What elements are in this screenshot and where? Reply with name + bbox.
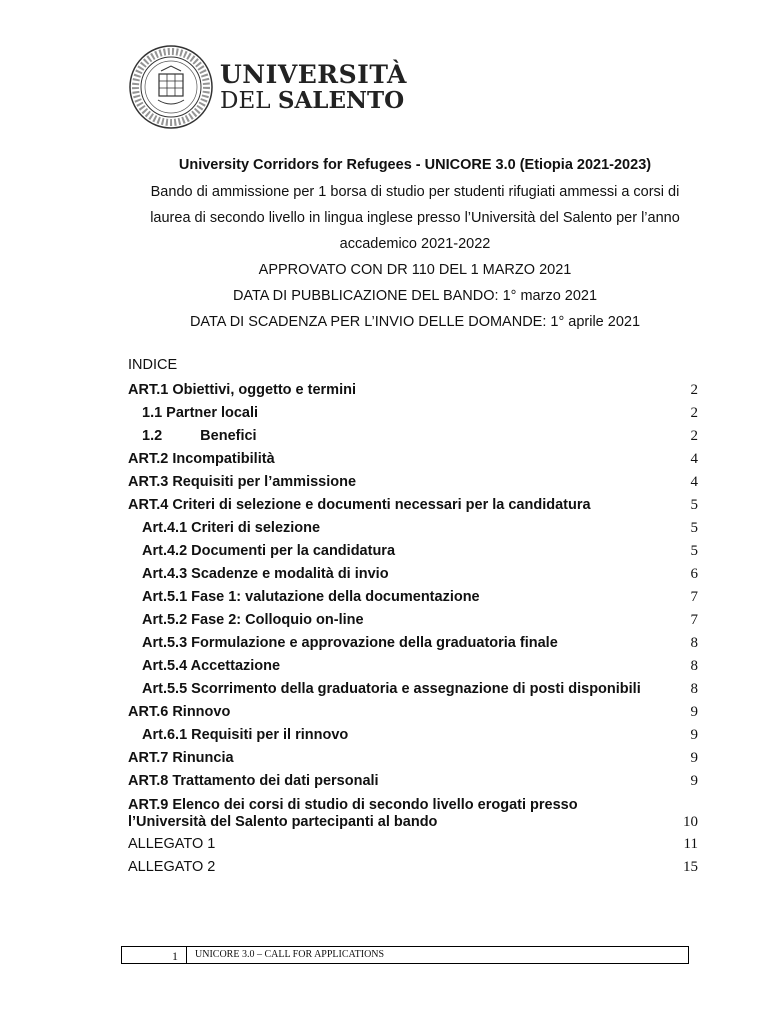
university-seal-icon — [128, 44, 214, 130]
toc-entry-title: Art.6.1 Requisiti per il rinnovo — [142, 727, 349, 743]
toc-entry[interactable] — [128, 563, 698, 586]
toc-entry[interactable] — [128, 586, 698, 609]
toc-entry-page: 4 — [690, 474, 698, 490]
toc-entry[interactable] — [128, 402, 698, 425]
toc-entry-page: 9 — [690, 750, 698, 766]
university-name-line2 — [220, 86, 407, 114]
toc-entry-text: Benefici — [200, 428, 257, 444]
toc-entry[interactable] — [128, 379, 698, 402]
toc-entry-title: ALLEGATO 1 — [128, 836, 216, 852]
toc-entry[interactable] — [128, 425, 698, 448]
toc-entry[interactable] — [128, 632, 698, 655]
toc-entry[interactable] — [128, 701, 698, 724]
toc-entry-page: 5 — [690, 520, 698, 536]
toc-entry-title: Art.5.3 Formulazione e approvazione della graduatoria finale — [142, 635, 558, 651]
toc-entry-page: 2 — [690, 382, 698, 398]
toc-entry-title: Art.4.2 Documenti per la candidatura — [142, 543, 396, 559]
header-line-1: Bando di ammissione per 1 borsa di studio per studenti rifugiati ammessi a corsi di — [150, 184, 680, 200]
toc-entry-page: 8 — [690, 658, 698, 674]
toc-entry-title: ART.2 Incompatibilità — [128, 451, 275, 467]
toc-entry[interactable] — [128, 517, 698, 540]
toc-entry[interactable] — [128, 448, 698, 471]
toc-entry-title: ART.8 Trattamento dei dati personali — [128, 773, 379, 789]
toc-entry-title: Art.4.1 Criteri di selezione — [142, 520, 321, 536]
toc-entry-page: 2 — [690, 428, 698, 444]
toc-entry-title: Art.5.4 Accettazione — [142, 658, 281, 674]
toc-entry[interactable] — [128, 747, 698, 770]
toc-entry-page: 7 — [690, 612, 698, 628]
toc-entry-page: 9 — [690, 727, 698, 743]
toc-entry[interactable] — [128, 655, 698, 678]
toc-entry-title: ALLEGATO 2 — [128, 859, 216, 875]
university-name-del: DEL — [220, 87, 278, 114]
toc-entry-page: 4 — [690, 451, 698, 467]
university-name-line1: UNIVERSITÀ — [220, 59, 407, 89]
toc-entry-page: 7 — [690, 589, 698, 605]
toc-entry-title: ART.6 Rinnovo — [128, 704, 231, 720]
toc-entry-page: 5 — [690, 497, 698, 513]
toc-entry-page: 11 — [683, 836, 698, 852]
toc-entry-title: ART.1 Obiettivi, oggetto e termini — [128, 382, 356, 398]
toc-entry[interactable] — [128, 494, 698, 517]
toc-entry-title: ART.9 Elenco dei corsi di studio di secondo livello erogati presso l’Università del Salento partecipanti al bando — [128, 797, 578, 830]
toc-entry-title: ART.4 Criteri di selezione e documenti necessari per la candidatura — [128, 497, 591, 513]
footer-page-number: 1 — [122, 947, 187, 963]
document-title: University Corridors for Refugees - UNICORE 3.0 (Etiopia 2021-2023) — [178, 157, 652, 173]
toc-entry[interactable] — [128, 833, 698, 856]
toc-entry-title: Art.5.2 Fase 2: Colloquio on-line — [142, 612, 364, 628]
toc-entry-title: Art.4.3 Scadenze e modalità di invio — [142, 566, 389, 582]
toc-entry[interactable] — [128, 609, 698, 632]
toc-entry-page: 9 — [690, 773, 698, 789]
toc-entry-page: 10 — [683, 814, 698, 830]
toc-entry[interactable] — [128, 724, 698, 747]
page-footer — [121, 946, 689, 964]
footer-text: UNICORE 3.0 – CALL FOR APPLICATIONS — [195, 949, 385, 960]
toc-entry-page: 15 — [683, 859, 698, 875]
university-name — [220, 59, 407, 114]
toc-entry-title: Art.5.5 Scorrimento della graduatoria e assegnazione di posti disponibili — [142, 681, 641, 697]
toc-entry-page: 6 — [690, 566, 698, 582]
deadline-line: DATA DI SCADENZA PER L’INVIO DELLE DOMANDE: 1° aprile 2021 — [189, 314, 641, 330]
toc-entry-number: 1.2 — [142, 428, 163, 444]
toc-entry-title: ART.3 Requisiti per l’ammissione — [128, 474, 357, 490]
toc-entry-page: 9 — [690, 704, 698, 720]
publication-date-line: DATA DI PUBBLICAZIONE DEL BANDO: 1° marzo 2021 — [232, 288, 598, 304]
header-line-3: accademico 2021-2022 — [339, 236, 491, 252]
toc-entry-title — [128, 425, 257, 448]
toc-entry[interactable] — [128, 471, 698, 494]
toc-entry-page: 8 — [690, 681, 698, 697]
toc-entry[interactable] — [128, 540, 698, 563]
toc-entry-title: 1.1 Partner locali — [142, 405, 259, 421]
toc-entry-page: 8 — [690, 635, 698, 651]
toc-entry[interactable] — [128, 856, 698, 879]
toc-heading: INDICE — [128, 357, 178, 373]
toc-entry-title: Art.5.1 Fase 1: valutazione della documentazione — [142, 589, 480, 605]
university-logo — [128, 44, 407, 130]
document-header — [120, 154, 710, 335]
toc-entry-page: 5 — [690, 543, 698, 559]
approval-line: APPROVATO CON DR 110 DEL 1 MARZO 2021 — [258, 262, 572, 278]
table-of-contents — [128, 354, 698, 879]
toc-entry-title: ART.7 Rinuncia — [128, 750, 234, 766]
header-line-2: laurea di secondo livello in lingua inglese presso l’Università del Salento per l’anno — [150, 210, 680, 226]
toc-entry[interactable] — [128, 797, 698, 831]
university-name-salento: SALENTO — [277, 86, 405, 114]
toc-entry[interactable] — [128, 678, 698, 701]
toc-entry[interactable] — [128, 770, 698, 793]
toc-entry-page: 2 — [690, 405, 698, 421]
